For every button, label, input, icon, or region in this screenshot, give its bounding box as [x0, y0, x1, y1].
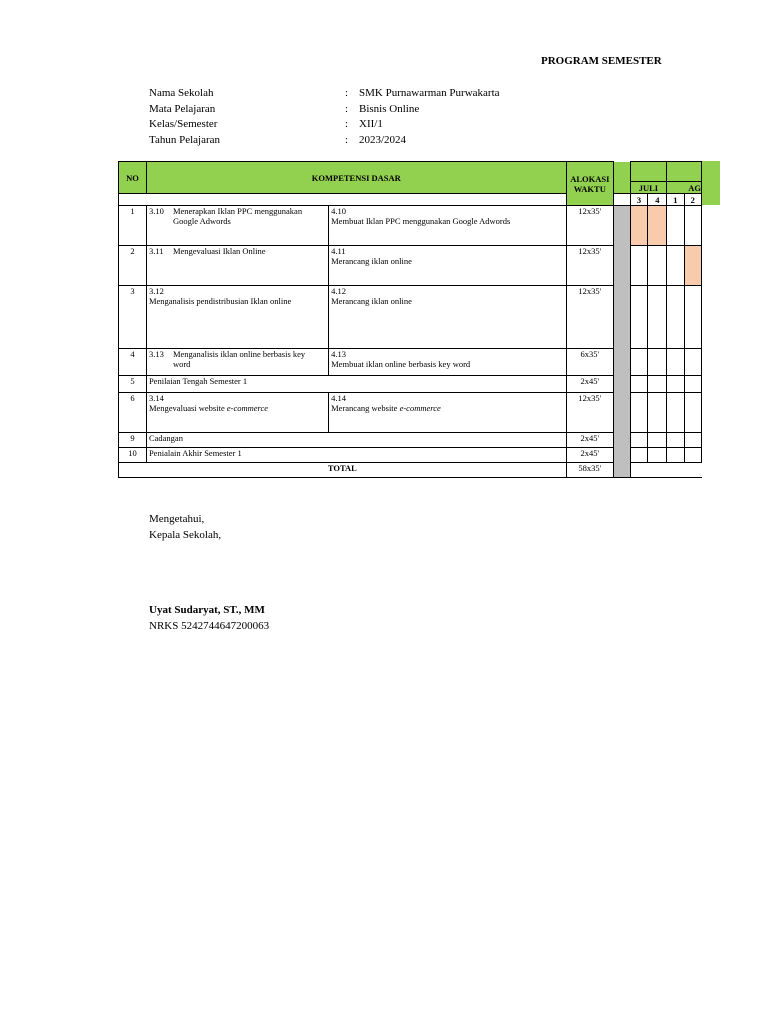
week-cell: [684, 206, 701, 246]
header-no: NO: [119, 162, 147, 194]
week-cell: [667, 376, 684, 393]
info-label: Nama Sekolah: [149, 87, 214, 99]
kd3-cell: [146, 393, 328, 433]
merged-cell: Cadangan: [146, 433, 566, 448]
week-cell-highlighted: [648, 206, 667, 246]
kd3-text-italic: e-commerce: [226, 403, 269, 413]
row-alokasi: 12x35': [566, 206, 613, 246]
week-cell: [630, 246, 648, 286]
row-no: 10: [119, 448, 147, 463]
kd3-cell: [146, 246, 328, 286]
week-cell: [667, 448, 684, 463]
week-cell: [667, 206, 684, 246]
week-cell: [648, 448, 667, 463]
kd4-cell: [329, 349, 567, 376]
kd4-text: Merancang iklan online: [331, 256, 412, 266]
approval-line1: Mengetahui,: [149, 513, 205, 525]
page-title: PROGRAM SEMESTER: [541, 55, 662, 67]
kd3-number: 3.11: [148, 246, 164, 256]
signer-id: NRKS 5242744647200063: [149, 619, 270, 632]
kd3-number: 3.10: [148, 206, 164, 216]
row-alokasi: 12x35': [566, 246, 613, 286]
kd3-number: 3.14: [148, 393, 164, 403]
kd4-number: 4.10: [331, 206, 346, 216]
row-no: 1: [119, 206, 147, 246]
header-month-juli: JULI: [630, 182, 667, 194]
week-cell: [630, 376, 648, 393]
kd4-number: 4.13: [331, 349, 346, 359]
kd4-text: Merancang iklan online: [331, 296, 412, 306]
info-label: Kelas/Semester: [149, 118, 218, 130]
signer-name: Uyat Sudaryat, ST., MM: [149, 604, 265, 616]
info-row-school: [149, 86, 500, 102]
header-alokasi-waktu: [566, 162, 613, 206]
week-cell: [630, 349, 648, 376]
week-cell: [648, 376, 667, 393]
total-label: TOTAL: [119, 463, 567, 478]
row-alokasi: 6x35': [566, 349, 613, 376]
header-alokasi-line2: WAKTU: [573, 183, 606, 194]
kd4-text: Membuat Iklan PPC menggunakan Google Adwords: [331, 216, 511, 226]
kd4-text-italic: e-commerce: [399, 403, 441, 413]
row-alokasi: 2x45': [566, 448, 613, 463]
kd3-text: Mengevaluasi Iklan Online: [172, 246, 266, 256]
week-cell-highlighted: [630, 206, 648, 246]
week-cell-highlighted: [684, 246, 701, 286]
week-cell: [667, 393, 684, 433]
week-cell: [648, 393, 667, 433]
info-label: Tahun Pelajaran: [149, 133, 221, 146]
week-cell: [684, 393, 701, 433]
row-no: 6: [119, 393, 147, 433]
info-row-class: [149, 117, 500, 133]
week-cell: [630, 433, 648, 448]
week-cell: [630, 448, 648, 463]
info-row-year: [149, 133, 500, 149]
kd3-cell: [146, 206, 328, 246]
mpls-letter: [616, 338, 628, 346]
kd4-number: 4.14: [331, 393, 346, 403]
week-cell: [630, 286, 648, 349]
merged-cell: Penilaian Tengah Semester 1: [146, 376, 566, 393]
week-cell: [667, 246, 684, 286]
header-gap: [613, 162, 630, 182]
kd3-cell: [146, 286, 328, 349]
week-cell: [667, 349, 684, 376]
signer-block: [149, 603, 269, 634]
row-no: 3: [119, 286, 147, 349]
row-alokasi: 12x35': [566, 393, 613, 433]
info-label: Mata Pelajaran: [149, 102, 216, 115]
kd4-cell: [329, 206, 567, 246]
header-week: 3: [630, 194, 648, 206]
kd4-number: 4.11: [331, 246, 346, 256]
kd3-number: 3.12: [148, 286, 164, 296]
row-alokasi: 2x45': [566, 376, 613, 393]
header-week: 2: [684, 194, 701, 206]
approval-line2: Kepala Sekolah,: [149, 528, 222, 541]
kd3-text: Menerapkan Iklan PPC menggunakan Google Adwords: [172, 206, 303, 226]
kd4-cell: [329, 286, 567, 349]
info-value: XII/1: [359, 118, 383, 130]
row-no: 5: [119, 376, 147, 393]
program-table: [118, 161, 702, 478]
program-table-container: [118, 161, 702, 483]
kd3-text: Menganalisis iklan online berbasis key word: [172, 349, 306, 369]
week-cell: [630, 393, 648, 433]
row-no: 9: [119, 433, 147, 448]
kd4-cell: [329, 393, 567, 433]
merged-cell: Penialain Akhir Semester 1: [146, 448, 566, 463]
row-no: 4: [119, 349, 147, 376]
info-separator: :: [345, 102, 349, 115]
header-month-agustus: AG: [667, 182, 702, 194]
week-cell: [648, 246, 667, 286]
week-cell: [684, 433, 701, 448]
header-alokasi-line1: ALOKASI: [570, 173, 610, 184]
row-alokasi: 2x45': [566, 433, 613, 448]
table-row: [119, 206, 702, 246]
kd4-text: Membuat iklan online berbasis key word: [331, 359, 471, 369]
week-cell: [684, 349, 701, 376]
approval-block: [149, 512, 221, 543]
info-value: 2023/2024: [359, 133, 407, 146]
kd3-text: Menganalisis pendistribusian Iklan online: [148, 296, 292, 306]
week-cell: [684, 376, 701, 393]
row-alokasi: 12x35': [566, 286, 613, 349]
kd4-cell: [329, 246, 567, 286]
mpls-cell: [613, 206, 630, 478]
info-value: Bisnis Online: [359, 102, 420, 115]
info-separator: :: [345, 87, 349, 99]
week-cell: [648, 433, 667, 448]
info-row-subject: [149, 102, 500, 118]
info-separator: :: [345, 118, 349, 130]
kd3-cell: [146, 349, 328, 376]
week-cell: [684, 448, 701, 463]
week-cell: [667, 433, 684, 448]
header-week: 1: [667, 194, 684, 206]
row-no: 2: [119, 246, 147, 286]
kd3-number: 3.13: [148, 349, 164, 359]
info-separator: :: [345, 133, 349, 146]
kd4-text: Merancang website: [331, 403, 398, 413]
week-cell: [667, 286, 684, 349]
kd3-text: Mengevaluasi website: [148, 403, 225, 413]
week-cell: [648, 286, 667, 349]
week-cell: [684, 286, 701, 349]
week-cell: [648, 349, 667, 376]
header-week: 4: [648, 194, 667, 206]
total-value: 58x35': [566, 463, 613, 478]
header-kompetensi-dasar: KOMPETENSI DASAR: [146, 162, 566, 194]
kd4-number: 4.12: [331, 286, 346, 296]
header-overflow-fill: [702, 161, 720, 205]
info-value: SMK Purnawarman Purwakarta: [359, 87, 500, 99]
school-info: [149, 86, 500, 148]
